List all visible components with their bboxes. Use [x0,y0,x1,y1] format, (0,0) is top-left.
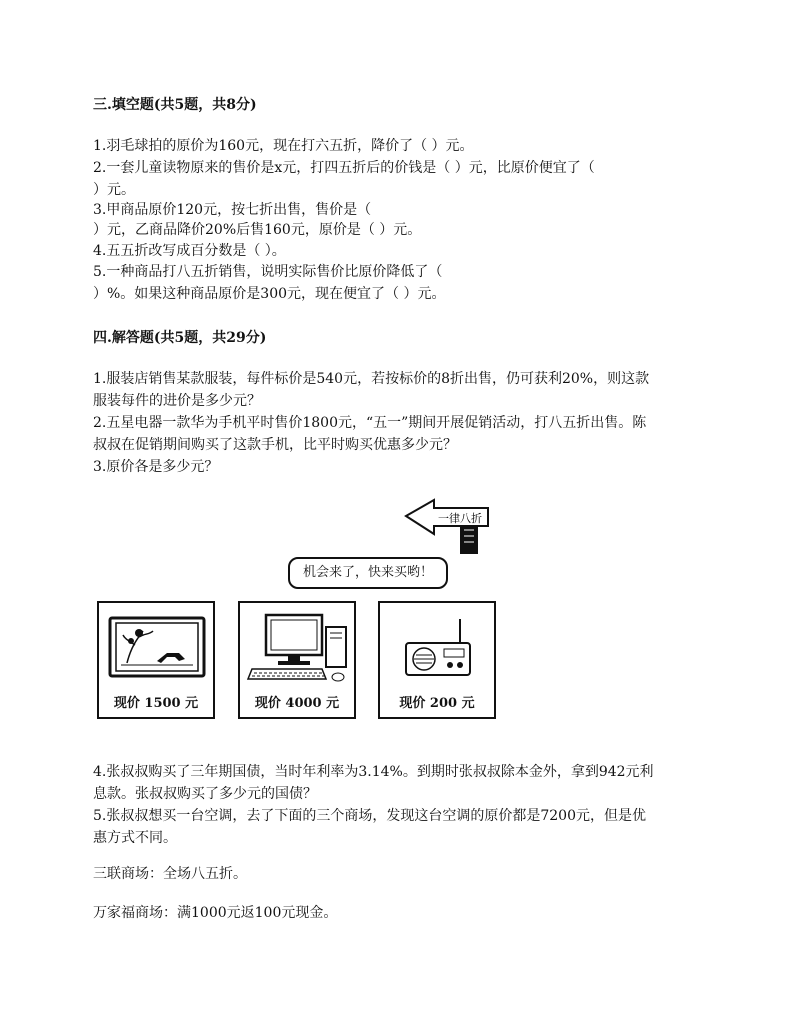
computer-icon [246,611,352,687]
computer-price: 现价 4000 元 [254,696,340,711]
s3-line-4: 3.甲商品原价120元，按七折出售，售价是（ [93,202,372,218]
s4-line-9: 惠方式不同。 [93,830,177,846]
s3-line-5: ）元，乙商品降价20%后售160元，原价是（ ）元。 [93,222,422,238]
s3-line-7: 5.一种商品打八五折销售，说明实际售价比原价降低了（ [93,264,443,280]
radio-icon [402,617,478,679]
tv-price: 现价 1500 元 [113,696,199,711]
s4-line-8: 5.张叔叔想买一台空调，去了下面的三个商场，发现这台空调的原价都是7200元，但是优 [93,808,646,824]
radio-price: 现价 200 元 [399,696,475,711]
store-wanjiafu: 万家福商场：满1000元返100元现金。 [93,905,338,921]
s4-line-5: 3.原价各是多少元？ [93,459,219,475]
s4-line-2: 服装每件的进价是多少元？ [93,393,261,409]
s4-line-1: 1.服装店销售某款服装，每件标价是540元，若按标价的8折出售，仍可获利20%，则这款 [93,371,650,387]
product-computer [238,601,356,719]
store-sanlian: 三联商场：全场八五折。 [93,866,247,882]
section-3-title: 三.填空题(共5题，共8分) [93,97,257,113]
sign-text: 一律八折 [438,512,482,525]
s3-line-3: ）元。 [93,182,135,198]
s3-line-2: 2.一套儿童读物原来的售价是x元，打四五折后的价钱是（ ）元，比原价便宜了（ [93,160,595,176]
product-radio [378,601,496,719]
s3-line-1: 1.羽毛球拍的原价为160元，现在打六五折，降价了（ ）元。 [93,138,474,154]
tv-icon [109,617,205,679]
s4-line-3: 2.五星电器一款华为手机平时售价1800元，“五一”期间开展促销活动，打八五折出售。陈 [93,415,647,431]
section-4-title: 四.解答题(共5题，共29分) [93,330,267,346]
discount-arrow-sign [404,496,494,556]
product-tv [97,601,215,719]
s3-line-6: 4.五五折改写成百分数是（ ）。 [93,243,286,259]
s4-line-6: 4.张叔叔购买了三年期国债，当时年利率为3.14%。到期时张叔叔除本金外，拿到942元利 [93,764,654,780]
s4-line-7: 息款。张叔叔购买了多少元的国债？ [93,786,317,802]
speech-bubble: 机会来了，快来买哟！ [288,557,448,589]
s4-line-4: 叔叔在促销期间购买了这款手机，比平时购买优惠多少元？ [93,437,457,453]
s3-line-8: ）%。如果这种商品原价是300元，现在便宜了（ ）元。 [93,286,446,302]
